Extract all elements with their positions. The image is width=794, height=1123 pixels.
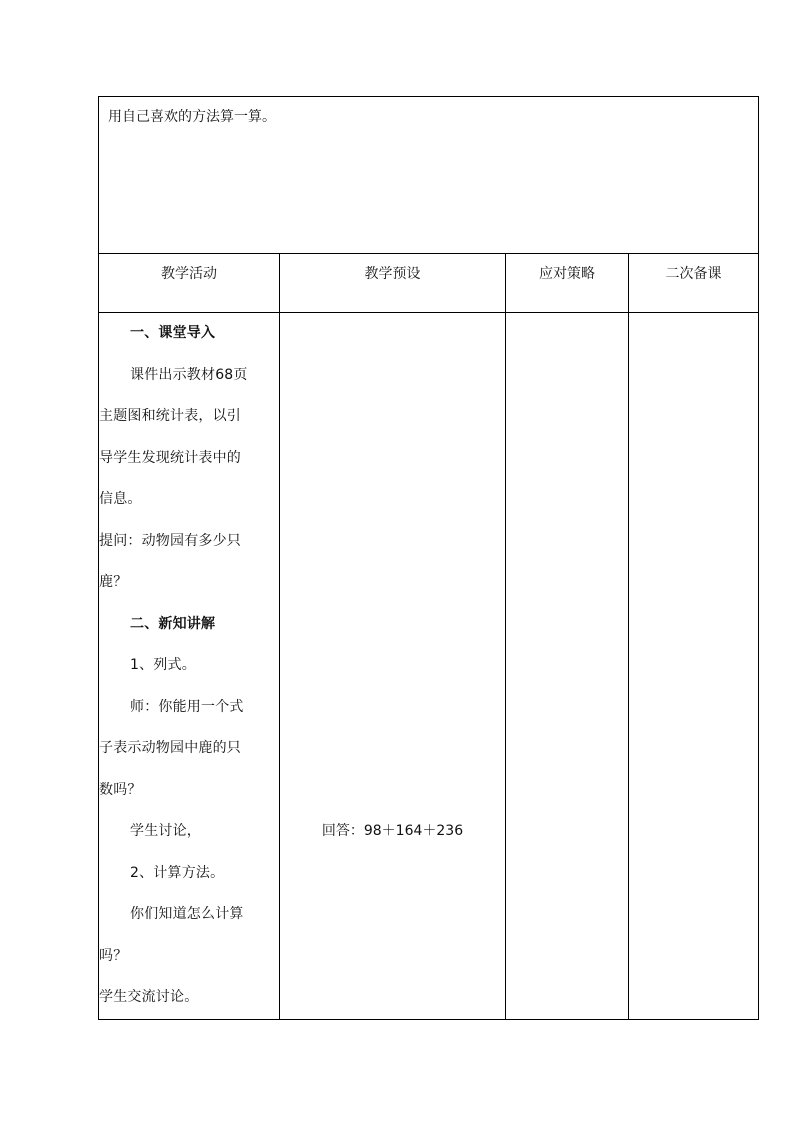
exercise-cell [99, 97, 759, 254]
preset-cell [280, 313, 506, 1020]
header-strategy-label: 应对策略 [539, 266, 595, 282]
activity-line: 1、列式。 [130, 657, 196, 673]
header-revision-label: 二次备课 [665, 266, 722, 282]
content-row [99, 313, 759, 1020]
revision-cell [629, 313, 759, 1020]
activity-line: 2、计算方法。 [130, 864, 225, 881]
header-preset-label: 教学预设 [364, 266, 421, 282]
activity-line: 信息。 [99, 491, 142, 507]
activity-line: 学生交流讨论。 [99, 989, 199, 1005]
activity-line: 提问：动物园有多少只 [99, 532, 241, 549]
activity-line: 课件出示教材68页 [130, 366, 248, 383]
activity-line: 吗？ [99, 947, 128, 964]
exercise-instruction: 用自己喜欢的方法算一算。 [108, 109, 276, 125]
header-revision [629, 254, 759, 313]
activity-line: 师：你能用一个式 [130, 698, 244, 715]
section-heading-new-knowledge: 二、新知讲解 [130, 615, 216, 632]
lesson-plan-table [98, 96, 759, 1020]
header-row [99, 254, 759, 313]
strategy-cell [506, 313, 629, 1020]
header-activity [99, 254, 280, 313]
header-preset [280, 254, 506, 313]
header-activity-label: 教学活动 [161, 266, 217, 282]
preset-answer: 回答：98＋164＋236 [321, 823, 464, 839]
activity-line: 鹿？ [99, 574, 128, 590]
activity-line: 导学生发现统计表中的 [99, 449, 241, 466]
activity-line: 学生讨论， [130, 823, 201, 839]
activity-cell [99, 313, 280, 1020]
activity-line: 数吗？ [99, 781, 142, 798]
section-heading-intro: 一、课堂导入 [130, 325, 216, 341]
activity-line: 你们知道怎么计算 [130, 906, 244, 922]
activity-line: 子表示动物园中鹿的只 [99, 740, 241, 756]
activity-line: 主题图和统计表，以引 [99, 408, 241, 424]
header-strategy [506, 254, 629, 313]
